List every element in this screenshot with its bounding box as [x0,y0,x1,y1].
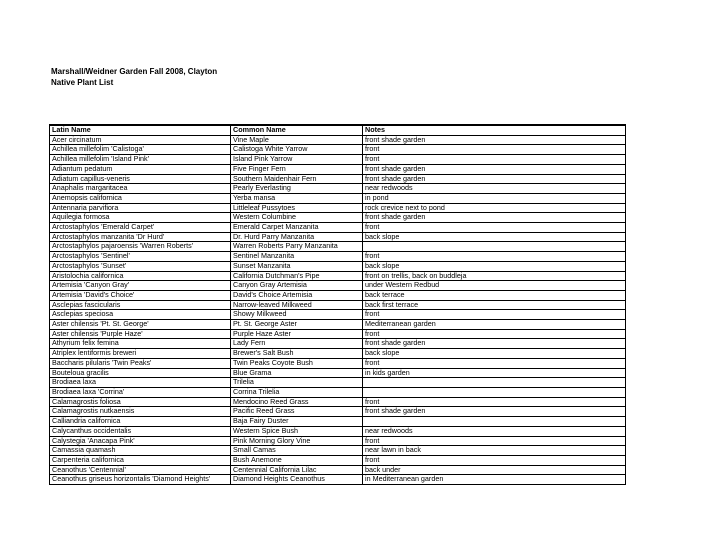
common-name-cell: Western Columbine [231,213,363,223]
notes-cell: back under [363,465,626,475]
latin-name-cell: Asclepias fascicularis [50,300,231,310]
notes-cell: front [363,358,626,368]
common-name-cell: Western Spice Bush [231,426,363,436]
plant-rows [50,135,626,484]
notes-cell: back first terrace [363,300,626,310]
header-common-name: Common Name [231,125,363,135]
common-name-cell: Emerald Carpet Manzanita [231,223,363,233]
table-row [50,349,626,359]
notes-cell: front [363,397,626,407]
notes-cell: front shade garden [363,135,626,145]
table-row [50,368,626,378]
latin-name-cell: Bouteloua gracilis [50,368,231,378]
latin-name-cell: Carpenteria californica [50,455,231,465]
table-row [50,242,626,252]
notes-cell: front [363,455,626,465]
latin-name-cell: Artemisia 'Canyon Gray' [50,281,231,291]
notes-cell: near redwoods [363,426,626,436]
common-name-cell: Twin Peaks Coyote Bush [231,358,363,368]
common-name-cell: Trilelia [231,378,363,388]
table-row [50,455,626,465]
notes-cell: back slope [363,261,626,271]
table-row [50,329,626,339]
notes-cell: front shade garden [363,174,626,184]
header-latin-name: Latin Name [50,125,231,135]
latin-name-cell: Asclepias speciosa [50,310,231,320]
table-row [50,436,626,446]
notes-cell: front shade garden [363,164,626,174]
header-notes: Notes [363,125,626,135]
header-row [50,125,626,135]
table-row [50,184,626,194]
notes-cell: front shade garden [363,213,626,223]
latin-name-cell: Calliandria californica [50,417,231,427]
notes-cell: rock crevice next to pond [363,203,626,213]
latin-name-cell: Acer circinatum [50,135,231,145]
latin-name-cell: Anemopsis californica [50,193,231,203]
latin-name-cell: Adiatum capillus-veneris [50,174,231,184]
table-row [50,358,626,368]
common-name-cell: Brewer's Salt Bush [231,349,363,359]
table-row [50,300,626,310]
notes-cell: front [363,436,626,446]
latin-name-cell: Antennaria parvifiora [50,203,231,213]
latin-name-cell: Arctostaphylos 'Emerald Carpet' [50,223,231,233]
common-name-cell: California Dutchman's Pipe [231,271,363,281]
latin-name-cell: Aristolochia californica [50,271,231,281]
latin-name-cell: Achillea millefolim 'Calistoga' [50,145,231,155]
latin-name-cell: Calamagrostis foliosa [50,397,231,407]
common-name-cell: Blue Grama [231,368,363,378]
notes-cell: front [363,145,626,155]
latin-name-cell: Athyrium felix femina [50,339,231,349]
latin-name-cell: Aquilegia formosa [50,213,231,223]
notes-cell: Mediterranean garden [363,320,626,330]
latin-name-cell: Achillea millefolim 'Island Pink' [50,155,231,165]
table-row [50,203,626,213]
table-row [50,155,626,165]
notes-cell: in kids garden [363,368,626,378]
common-name-cell: Calistoga White Yarrow [231,145,363,155]
common-name-cell: Yerba mansa [231,193,363,203]
latin-name-cell: Arctostaphylos pajaroensis 'Warren Roberts' [50,242,231,252]
common-name-cell: Mendocino Reed Grass [231,397,363,407]
common-name-cell: Small Camas [231,446,363,456]
table-row [50,290,626,300]
table-row [50,310,626,320]
common-name-cell: Pink Morning Glory Vine [231,436,363,446]
latin-name-cell: Ceanothus griseus horizontalis 'Diamond Heights' [50,475,231,485]
notes-cell [363,387,626,397]
latin-name-cell: Atriplex lentiformis breweri [50,349,231,359]
common-name-cell: Island Pink Yarrow [231,155,363,165]
notes-cell: under Western Redbud [363,281,626,291]
latin-name-cell: Camassia quamash [50,446,231,456]
latin-name-cell: Ceanothus 'Centennial' [50,465,231,475]
title-line-2: Native Plant List [51,78,114,87]
notes-cell [363,242,626,252]
table-row [50,164,626,174]
common-name-cell: Canyon Gray Artemisia [231,281,363,291]
common-name-cell: Showy Milkweed [231,310,363,320]
common-name-cell: Corrina Trilelia [231,387,363,397]
notes-cell [363,378,626,388]
latin-name-cell: Calystegia 'Anacapa Pink' [50,436,231,446]
table-row [50,387,626,397]
table-row [50,252,626,262]
common-name-cell: Southern Maidenhair Fern [231,174,363,184]
latin-name-cell: Brodiaea laxa 'Corrina' [50,387,231,397]
table-row [50,174,626,184]
table-row [50,223,626,233]
common-name-cell: Bush Anemone [231,455,363,465]
latin-name-cell: Anaphalis margaritacea [50,184,231,194]
common-name-cell: Vine Maple [231,135,363,145]
common-name-cell: Dr. Hurd Parry Manzanita [231,232,363,242]
notes-cell: front shade garden [363,339,626,349]
common-name-cell: Diamond Heights Ceanothus [231,475,363,485]
latin-name-cell: Arctostaphylos manzanita 'Dr Hurd' [50,232,231,242]
common-name-cell: Littleleaf Pussytoes [231,203,363,213]
latin-name-cell: Brodiaea laxa [50,378,231,388]
notes-cell: near lawn in back [363,446,626,456]
table-row [50,397,626,407]
notes-cell: front [363,310,626,320]
common-name-cell: Pt. St. George Aster [231,320,363,330]
latin-name-cell: Arctostaphylos 'Sentinel' [50,252,231,262]
common-name-cell: David's Choice Artemisia [231,290,363,300]
table-row [50,213,626,223]
table-row [50,320,626,330]
notes-cell: in pond [363,193,626,203]
latin-name-cell: Arctostaphylos 'Sunset' [50,261,231,271]
table-row [50,465,626,475]
notes-cell: front [363,223,626,233]
common-name-cell: Centennial California Lilac [231,465,363,475]
title-line-1: Marshall/Weidner Garden Fall 2008, Clayton [51,67,218,76]
latin-name-cell: Baccharis pilularis 'Twin Peaks' [50,358,231,368]
notes-cell: front shade garden [363,407,626,417]
document-title [51,66,217,88]
notes-cell: front [363,329,626,339]
common-name-cell: Pearly Everlasting [231,184,363,194]
common-name-cell: Sunset Manzanita [231,261,363,271]
table-row [50,339,626,349]
latin-name-cell: Aster chilensis 'Pt. St. George' [50,320,231,330]
common-name-cell: Baja Fairy Duster [231,417,363,427]
notes-cell: front [363,252,626,262]
latin-name-cell: Calamagrostis nutkaensis [50,407,231,417]
common-name-cell: Five Finger Fern [231,164,363,174]
table-row [50,135,626,145]
notes-cell: in Mediterranean garden [363,475,626,485]
notes-cell: back slope [363,232,626,242]
common-name-cell: Narrow-leaved Milkweed [231,300,363,310]
latin-name-cell: Artemisia 'David's Choice' [50,290,231,300]
notes-cell [363,417,626,427]
notes-cell: back terrace [363,290,626,300]
common-name-cell: Warren Roberts Parry Manzanita [231,242,363,252]
notes-cell: front [363,155,626,165]
common-name-cell: Pacific Reed Grass [231,407,363,417]
table-row [50,446,626,456]
table-row [50,378,626,388]
table-row [50,407,626,417]
table-row [50,271,626,281]
table-row [50,145,626,155]
common-name-cell: Sentinel Manzanita [231,252,363,262]
table-row [50,281,626,291]
latin-name-cell: Adiantum pedatum [50,164,231,174]
table-row [50,417,626,427]
table-row [50,232,626,242]
table-row [50,426,626,436]
plant-table [49,124,626,485]
notes-cell: back slope [363,349,626,359]
notes-cell: front on trellis, back on buddleja [363,271,626,281]
common-name-cell: Lady Fern [231,339,363,349]
latin-name-cell: Aster chilensis 'Purple Haze' [50,329,231,339]
notes-cell: near redwoods [363,184,626,194]
common-name-cell: Purple Haze Aster [231,329,363,339]
table-row [50,475,626,485]
table-row [50,261,626,271]
latin-name-cell: Calycanthus occidentalis [50,426,231,436]
table-row [50,193,626,203]
